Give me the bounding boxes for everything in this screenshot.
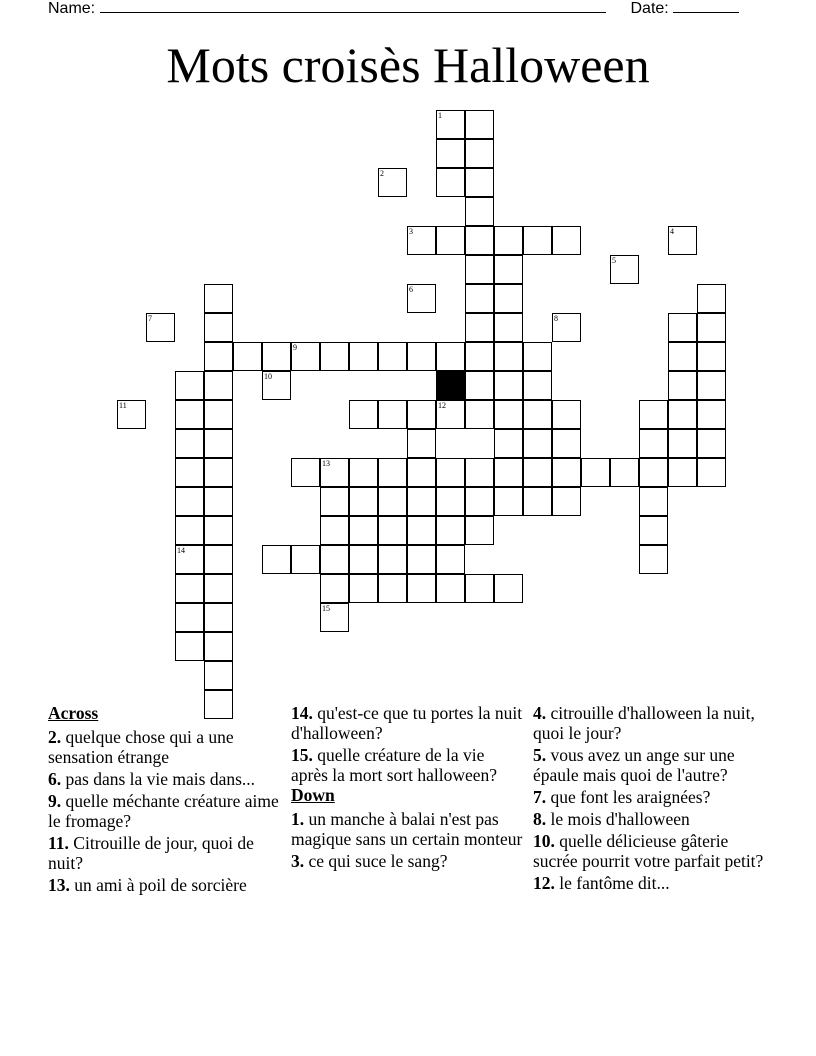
clue-text: quelle délicieuse gâterie sucrée pourrit votre parfait petit? — [533, 831, 764, 871]
grid-cell[interactable] — [378, 487, 407, 516]
grid-cell[interactable] — [175, 429, 204, 458]
grid-cell[interactable] — [378, 342, 407, 371]
grid-cell[interactable] — [349, 487, 378, 516]
grid-cell[interactable] — [175, 487, 204, 516]
clue-number: 2. — [48, 727, 62, 747]
grid-cell[interactable] — [175, 574, 204, 603]
grid-cell[interactable] — [407, 400, 436, 429]
grid-cell[interactable] — [204, 400, 233, 429]
grid-cell[interactable] — [494, 458, 523, 487]
clue-number-label: 15 — [322, 604, 330, 613]
grid-cell[interactable] — [436, 342, 465, 371]
grid-cell[interactable] — [378, 400, 407, 429]
grid-cell[interactable] — [378, 574, 407, 603]
grid-cell[interactable] — [436, 516, 465, 545]
grid-cell[interactable] — [175, 371, 204, 400]
grid-cell[interactable] — [349, 545, 378, 574]
grid-cell[interactable] — [697, 313, 726, 342]
grid-cell[interactable] — [639, 487, 668, 516]
grid-cell[interactable] — [407, 487, 436, 516]
grid-cell[interactable] — [465, 516, 494, 545]
clue-text: qu'est-ce que tu portes la nuit d'halloween? — [291, 703, 523, 743]
clue-number: 1. — [291, 809, 305, 829]
grid-cell[interactable] — [465, 342, 494, 371]
grid-cell[interactable] — [552, 458, 581, 487]
clue-item — [291, 809, 523, 849]
grid-cell[interactable] — [465, 226, 494, 255]
grid-cell[interactable] — [204, 313, 233, 342]
clue-number-label: 14 — [177, 546, 185, 555]
grid-cell[interactable] — [465, 458, 494, 487]
clue-number-label: 5 — [612, 256, 616, 265]
grid-cell[interactable] — [697, 400, 726, 429]
grid-cell[interactable] — [494, 429, 523, 458]
grid-cell[interactable] — [291, 458, 320, 487]
grid-cell[interactable] — [407, 516, 436, 545]
grid-cell[interactable] — [175, 632, 204, 661]
grid-cell[interactable] — [465, 487, 494, 516]
clue-number-label: 4 — [670, 227, 674, 236]
clue-number: 6. — [48, 769, 62, 789]
clue-item — [533, 873, 773, 893]
grid-cell[interactable] — [494, 487, 523, 516]
grid-cell[interactable] — [204, 458, 233, 487]
grid-cell[interactable] — [639, 429, 668, 458]
grid-cell[interactable] — [465, 371, 494, 400]
clue-item — [533, 787, 773, 807]
clue-item — [48, 875, 280, 895]
clue-number: 11. — [48, 833, 69, 853]
grid-cell[interactable] — [697, 342, 726, 371]
clue-text: le mois d'halloween — [546, 809, 690, 829]
grid-cell[interactable] — [204, 371, 233, 400]
grid-cell[interactable] — [639, 400, 668, 429]
clue-item — [48, 791, 280, 831]
grid-cell[interactable] — [523, 429, 552, 458]
black-cell — [436, 371, 465, 400]
grid-cell[interactable] — [175, 458, 204, 487]
clue-number: 10. — [533, 831, 555, 851]
grid-cell[interactable] — [668, 458, 697, 487]
grid-cell[interactable] — [175, 516, 204, 545]
grid-cell[interactable] — [175, 603, 204, 632]
grid-cell[interactable] — [407, 429, 436, 458]
clue-number: 7. — [533, 787, 547, 807]
clue-text: le fantôme dit... — [554, 873, 670, 893]
clue-text: citrouille d'halloween la nuit, quoi le jour? — [533, 703, 755, 743]
grid-cell[interactable] — [204, 632, 233, 661]
grid-cell[interactable] — [494, 255, 523, 284]
clue-number: 8. — [533, 809, 547, 829]
grid-cell[interactable] — [378, 516, 407, 545]
grid-cell[interactable] — [436, 458, 465, 487]
clue-item — [48, 727, 280, 767]
clue-number: 12. — [533, 873, 555, 893]
clue-number: 5. — [533, 745, 547, 765]
clue-text: pas dans la vie mais dans... — [61, 769, 256, 789]
grid-cell[interactable] — [697, 371, 726, 400]
grid-cell[interactable] — [668, 342, 697, 371]
clue-number-label: 11 — [119, 401, 127, 410]
grid-cell[interactable] — [436, 574, 465, 603]
grid-cell[interactable] — [320, 545, 349, 574]
grid-cell[interactable] — [697, 429, 726, 458]
clue-number-label: 13 — [322, 459, 330, 468]
clue-number-label: 9 — [293, 343, 297, 352]
clue-item — [533, 703, 773, 743]
clue-item — [533, 745, 773, 785]
down-heading: Down — [291, 785, 335, 805]
grid-cell[interactable] — [407, 342, 436, 371]
grid-cell[interactable] — [204, 574, 233, 603]
clue-text: Citrouille de jour, quoi de nuit? — [48, 833, 254, 873]
date-label: Date: — [630, 0, 669, 17]
grid-cell[interactable] — [465, 139, 494, 168]
clues-column-3 — [533, 703, 773, 895]
grid-cell[interactable] — [697, 458, 726, 487]
grid-cell[interactable] — [407, 458, 436, 487]
grid-cell[interactable] — [552, 487, 581, 516]
grid-cell[interactable] — [494, 342, 523, 371]
grid-cell[interactable] — [204, 284, 233, 313]
clue-number-label: 12 — [438, 401, 446, 410]
clue-text: un ami à poil de sorcière — [69, 875, 247, 895]
grid-cell[interactable] — [204, 516, 233, 545]
clue-number-label: 8 — [554, 314, 558, 323]
grid-cell[interactable] — [523, 487, 552, 516]
grid-cell[interactable] — [523, 371, 552, 400]
clue-item — [533, 831, 773, 871]
clue-number: 3. — [291, 851, 305, 871]
grid-cell[interactable] — [465, 313, 494, 342]
clues-column-1 — [48, 703, 280, 897]
grid-cell[interactable] — [204, 342, 233, 371]
clue-text: quelle créature de la vie après la mort sort halloween? — [291, 745, 498, 785]
grid-cell[interactable] — [668, 429, 697, 458]
grid-cell[interactable] — [552, 400, 581, 429]
grid-cell[interactable] — [320, 342, 349, 371]
clue-item — [48, 833, 280, 873]
clue-number-label: 1 — [438, 111, 442, 120]
grid-cell[interactable] — [494, 284, 523, 313]
clues-column-2 — [291, 703, 523, 873]
grid-cell[interactable] — [523, 342, 552, 371]
grid-cell[interactable] — [262, 342, 291, 371]
grid-cell[interactable] — [233, 342, 262, 371]
grid-cell[interactable] — [204, 545, 233, 574]
grid-cell[interactable] — [349, 400, 378, 429]
clue-number-label: 3 — [409, 227, 413, 236]
grid-cell[interactable] — [349, 574, 378, 603]
clue-item — [291, 745, 523, 785]
grid-cell[interactable] — [407, 574, 436, 603]
grid-cell[interactable] — [320, 516, 349, 545]
page-title: Mots croisès Halloween — [166, 37, 650, 93]
grid-cell[interactable] — [639, 516, 668, 545]
grid-cell[interactable] — [204, 429, 233, 458]
clue-text: vous avez un ange sur une épaule mais quoi de l'autre? — [533, 745, 735, 785]
clue-number-label: 10 — [264, 372, 272, 381]
clue-item — [291, 851, 523, 871]
grid-cell[interactable] — [523, 400, 552, 429]
clue-text: quelque chose qui a une sensation étrange — [48, 727, 234, 767]
clue-number: 15. — [291, 745, 313, 765]
grid-cell[interactable] — [610, 458, 639, 487]
grid-cell[interactable] — [204, 603, 233, 632]
grid-cell[interactable] — [204, 487, 233, 516]
grid-cell[interactable] — [436, 545, 465, 574]
clue-text: quelle méchante créature aime le fromage? — [48, 791, 279, 831]
grid-cell[interactable] — [668, 371, 697, 400]
grid-cell[interactable] — [378, 545, 407, 574]
grid-cell[interactable] — [436, 487, 465, 516]
grid-cell[interactable] — [407, 545, 436, 574]
clue-number: 9. — [48, 791, 62, 811]
clue-number-label: 7 — [148, 314, 152, 323]
grid-cell[interactable] — [494, 574, 523, 603]
grid-cell[interactable] — [581, 458, 610, 487]
grid-cell[interactable] — [465, 284, 494, 313]
grid-cell[interactable] — [639, 545, 668, 574]
grid-cell[interactable] — [668, 313, 697, 342]
grid-cell[interactable] — [436, 139, 465, 168]
grid-cell[interactable] — [204, 661, 233, 690]
clue-text: ce qui suce le sang? — [304, 851, 448, 871]
grid-cell[interactable] — [523, 458, 552, 487]
grid-cell[interactable] — [494, 226, 523, 255]
grid-cell[interactable] — [465, 574, 494, 603]
grid-cell[interactable] — [436, 226, 465, 255]
grid-cell[interactable] — [552, 429, 581, 458]
grid-cell[interactable] — [668, 400, 697, 429]
grid-cell[interactable] — [494, 400, 523, 429]
grid-cell[interactable] — [320, 574, 349, 603]
grid-cell[interactable] — [465, 168, 494, 197]
grid-cell[interactable] — [494, 313, 523, 342]
grid-cell[interactable] — [436, 168, 465, 197]
grid-cell[interactable] — [465, 110, 494, 139]
grid-cell[interactable] — [494, 371, 523, 400]
name-label: Name: — [48, 0, 96, 17]
grid-cell[interactable] — [465, 255, 494, 284]
grid-cell[interactable] — [175, 400, 204, 429]
grid-cell[interactable] — [378, 458, 407, 487]
clue-number: 13. — [48, 875, 70, 895]
clue-item — [533, 809, 773, 829]
grid-cell[interactable] — [320, 487, 349, 516]
grid-cell[interactable] — [262, 545, 291, 574]
clue-number-label: 2 — [380, 169, 384, 178]
grid-cell[interactable] — [523, 226, 552, 255]
grid-cell[interactable] — [291, 545, 320, 574]
grid-cell[interactable] — [465, 400, 494, 429]
clue-item — [291, 703, 523, 743]
grid-cell[interactable] — [552, 226, 581, 255]
clue-number: 4. — [533, 703, 547, 723]
across-heading: Across — [48, 703, 99, 723]
clue-text: que font les araignées? — [546, 787, 711, 807]
clue-item — [48, 769, 280, 789]
grid-cell[interactable] — [639, 458, 668, 487]
grid-cell[interactable] — [349, 342, 378, 371]
clue-number-label: 6 — [409, 285, 413, 294]
clue-text: un manche à balai n'est pas magique sans un certain monteur — [291, 809, 523, 849]
grid-cell[interactable] — [349, 458, 378, 487]
grid-cell[interactable] — [349, 516, 378, 545]
grid-cell[interactable] — [465, 197, 494, 226]
clue-number: 14. — [291, 703, 313, 723]
grid-cell[interactable] — [697, 284, 726, 313]
